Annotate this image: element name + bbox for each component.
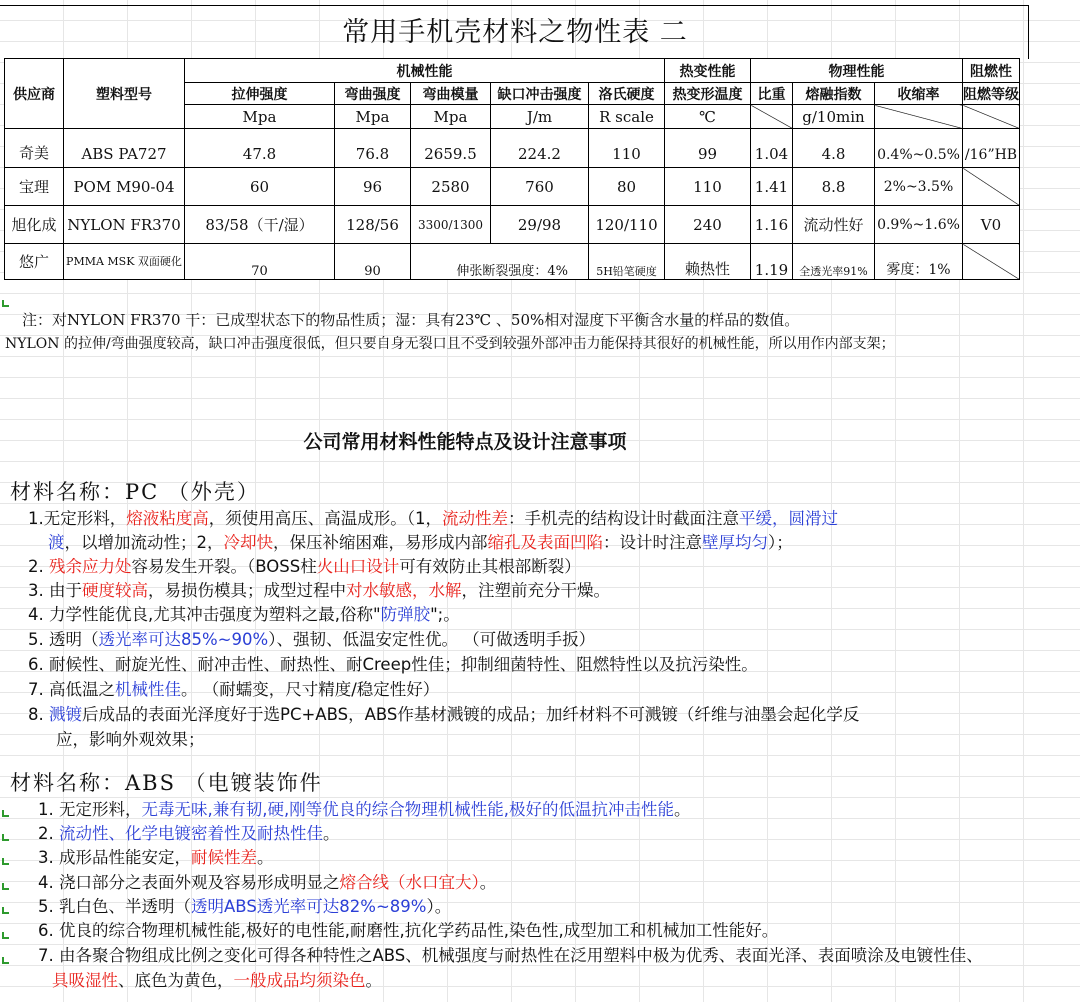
row1-hardness: 110 — [589, 129, 665, 168]
row3-tensile: 83/58（干/湿） — [185, 206, 335, 244]
header-tensile: 拉伸强度 — [185, 83, 335, 105]
header-impact: 缺口冲击强度 — [491, 83, 589, 105]
unit-mfi: g/10min — [793, 105, 875, 129]
abs-item-7: 7. 由各聚合物组成比例之变化可得各种特性之ABS、机械强度与耐热性在泛用塑料中极为优秀、表面光泽、表面喷涂及电镀性佳、 — [38, 946, 983, 965]
unit-hdt: ℃ — [665, 105, 751, 129]
pc-item-5: 5. 透明（透光率可达85%~90%）、强韧、低温安定性优。 （可做透明手扳） — [28, 630, 596, 649]
cell-marker — [2, 834, 9, 841]
unit-flame-empty — [963, 105, 1020, 129]
row1-hdt: 99 — [665, 129, 751, 168]
header-hardness: 洛氏硬度 — [589, 83, 665, 105]
abs-item-4: 4. 浇口部分之表面外观及容易形成明显之熔合线（水口宜大）。 — [38, 873, 497, 892]
row2-density: 1.41 — [751, 168, 793, 206]
unit-flex-modulus: Mpa — [411, 105, 491, 129]
row3-density: 1.16 — [751, 206, 793, 244]
row2-flame-empty — [963, 168, 1020, 206]
header-flex-strength: 弯曲强度 — [335, 83, 411, 105]
cell-marker — [2, 883, 9, 890]
properties-table — [4, 58, 1020, 280]
row1-mfi: 4.8 — [793, 129, 875, 168]
row1-flex-strength: 76.8 — [335, 129, 411, 168]
row4-tensile: 70 — [185, 244, 335, 280]
group-mechanical: 机械性能 — [185, 59, 665, 83]
row4-hdt: 赖热性 — [665, 244, 751, 280]
abs-item-2: 2. 流动性、化学电镀密着性及耐热性佳。 — [38, 824, 340, 843]
pc-title: 材料名称：PC （外壳） — [10, 480, 260, 504]
row1-flame: /16”HB — [963, 129, 1020, 168]
row3-model: NYLON FR370 — [64, 206, 185, 244]
row2-impact: 760 — [491, 168, 589, 206]
row3-mfi: 流动性好 — [793, 206, 875, 244]
row1-shrink: 0.4%~0.5% — [875, 129, 963, 168]
row2-mfi: 8.8 — [793, 168, 875, 206]
cell-marker — [2, 957, 9, 964]
row3-hdt: 240 — [665, 206, 751, 244]
unit-density-empty — [751, 105, 793, 129]
row2-flex-modulus: 2580 — [411, 168, 491, 206]
row1-density: 1.04 — [751, 129, 793, 168]
unit-flex-strength: Mpa — [335, 105, 411, 129]
row3-impact: 29/98 — [491, 206, 589, 244]
header-density: 比重 — [751, 83, 793, 105]
row2-flex-strength: 96 — [335, 168, 411, 206]
pc-item-4: 4. 力学性能优良,尤其冲击强度为塑料之最,俗称"防弹胶";。 — [28, 605, 460, 624]
row2-hardness: 80 — [589, 168, 665, 206]
header-hdt: 热变形温度 — [665, 83, 751, 105]
row3-flex-strength: 128/56 — [335, 206, 411, 244]
header-mfi: 熔融指数 — [793, 83, 875, 105]
row1-flex-modulus: 2659.5 — [411, 129, 491, 168]
row4-haze: 雾度：1% — [875, 244, 963, 280]
unit-impact: J/m — [491, 105, 589, 129]
row3-shrink: 0.9%~1.6% — [875, 206, 963, 244]
row4-density: 1.19 — [751, 244, 793, 280]
unit-hardness: R scale — [589, 105, 665, 129]
cell-marker — [2, 932, 9, 939]
group-thermal: 热变性能 — [665, 59, 751, 83]
pc-item-1: 1.无定形料，熔液粘度高，须使用高压、高温成形。（1，流动性差：手机壳的结构设计时截面注意平缓，圆滑过 — [28, 509, 838, 528]
header-flame-grade: 阻燃等级 — [963, 83, 1020, 105]
row1-model: ABS PA727 — [64, 129, 185, 168]
group-flame: 阻燃性 — [963, 59, 1020, 83]
row3-flex-modulus: 3300/1300 — [411, 206, 491, 244]
row3-supplier: 旭化成 — [5, 206, 64, 244]
row4-model: PMMA MSK 双面硬化 — [64, 244, 185, 280]
row4-flame-empty — [963, 244, 1020, 280]
pc-item-7: 7. 高低温之机械性佳。 （耐蠕变，尺寸精度/稳定性好） — [28, 680, 440, 699]
group-physical: 物理性能 — [751, 59, 963, 83]
row2-hdt: 110 — [665, 168, 751, 206]
row2-model: POM M90-04 — [64, 168, 185, 206]
cell-marker — [2, 907, 9, 914]
pc-item-8-cont: 应，影响外观效果； — [56, 730, 205, 749]
row4-flex-strength: 90 — [335, 244, 411, 280]
row4-transmittance: 全透光率91% — [793, 244, 875, 280]
header-shrink: 收缩率 — [875, 83, 963, 105]
row4-elongation: 伸张断裂强度：4% — [411, 244, 589, 280]
row1-tensile: 47.8 — [185, 129, 335, 168]
header-supplier: 供应商 — [5, 59, 64, 129]
cell-marker — [2, 810, 9, 817]
note-1: 注：对NYLON FR370 干：已成型状态下的物品性质；湿：具有23℃ 、50%相对湿度下平衡含水量的样品的数值。 — [22, 311, 800, 329]
abs-item-5: 5. 乳白色、半透明（透明ABS透光率可达82%~89%）。 — [38, 897, 452, 916]
pc-item-6: 6. 耐候性、耐旋光性、耐冲击性、耐热性、耐Creep性佳；抑制细菌特性、阻燃特性以及抗污染性。 — [28, 655, 758, 674]
header-model: 塑料型号 — [64, 59, 185, 129]
row1-supplier: 奇美 — [5, 129, 64, 168]
row2-supplier: 宝理 — [5, 168, 64, 206]
pc-item-3: 3. 由于硬度较高，易损伤模具；成型过程中对水敏感，水解，注塑前充分干燥。 — [28, 581, 610, 600]
unit-tensile: Mpa — [185, 105, 335, 129]
pc-item-8: 8. 溅镀后成品的表面光泽度好于选PC+ABS，ABS作基材溅镀的成品；加纤材料不可溅镀（纤维与油墨会起化学反 — [28, 705, 860, 724]
unit-shrink-empty — [875, 105, 963, 129]
cell-marker — [2, 300, 9, 307]
row2-tensile: 60 — [185, 168, 335, 206]
row4-hardness: 5H铅笔硬度 — [589, 244, 665, 280]
abs-item-1: 1. 无定形料，无毒无味,兼有韧,硬,刚等优良的综合物理机械性能,极好的低温抗冲击性能。 — [38, 800, 691, 819]
section-title: 公司常用材料性能特点及设计注意事项 — [303, 431, 627, 453]
abs-title: 材料名称：ABS （电镀装饰件 — [10, 771, 323, 795]
row1-impact: 224.2 — [491, 129, 589, 168]
pc-item-2: 2. 残余应力处容易发生开裂。（BOSS柱火山口设计可有效防止其根部断裂） — [28, 557, 581, 576]
abs-item-3: 3. 成形品性能安定，耐候性差。 — [38, 848, 274, 867]
row3-flame: V0 — [963, 206, 1020, 244]
note-2: NYLON 的拉伸/弯曲强度较高，缺口冲击强度很低，但只要自身无裂口且不受到较强外部冲击力能保持其很好的机械性能，所以用作内部支架； — [5, 336, 895, 352]
header-flex-modulus: 弯曲模量 — [411, 83, 491, 105]
pc-item-1-cont: 渡，以增加流动性；2，冷却快，保压补缩困难，易形成内部缩孔及表面凹陷：设计时注意壁厚均匀）； — [48, 533, 793, 552]
sheet-title: 常用手机壳材料之物性表 二 — [342, 17, 688, 48]
row4-supplier: 悠广 — [5, 244, 64, 280]
abs-item-7-cont: 具吸湿性、底色为黄色，一般成品均须染色。 — [52, 971, 382, 990]
cell-marker — [2, 858, 9, 865]
row3-hardness: 120/110 — [589, 206, 665, 244]
row2-shrink: 2%~3.5% — [875, 168, 963, 206]
abs-item-6: 6. 优良的综合物理机械性能,极好的电性能,耐磨性,抗化学药品性,染色性,成型加工和机械加工性能好。 — [38, 921, 779, 940]
